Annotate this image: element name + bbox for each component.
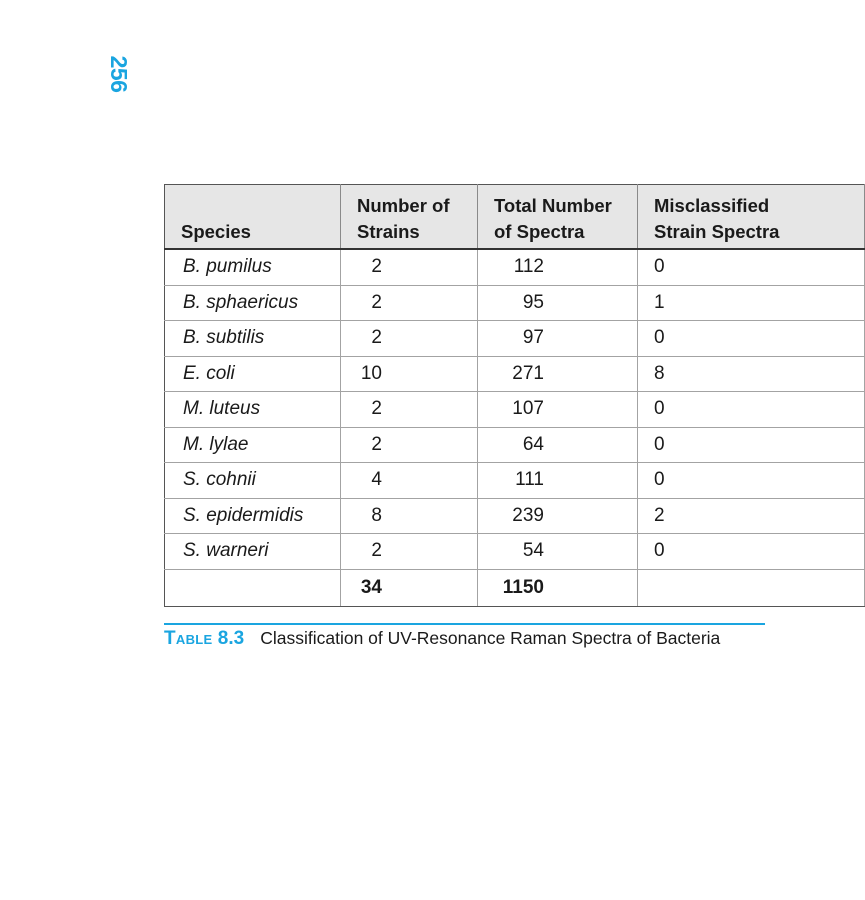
cell-strains: 2 [341,427,478,463]
cell-spectra: 239 [478,498,638,534]
cell-strains: 2 [341,285,478,321]
cell-strains: 2 [341,534,478,570]
cell-spectra: 95 [478,285,638,321]
cell-spectra: 107 [478,392,638,428]
cell-misclassified: 0 [638,534,865,570]
cell-strains-total: 34 [341,569,478,606]
table-row [165,285,865,321]
cell-species: S. warneri [165,534,341,570]
cell-misclassified: 0 [638,321,865,357]
cell-species: M. lylae [165,427,341,463]
species-table [164,184,865,607]
caption-label: Table 8.3 [164,628,245,649]
cell-misclassified-total [638,569,865,606]
cell-misclassified: 0 [638,463,865,499]
cell-strains: 2 [341,321,478,357]
page-number: 256 [106,55,133,93]
table-row [165,392,865,428]
cell-species: B. pumilus [165,249,341,285]
cell-species-total [165,569,341,606]
cell-strains: 8 [341,498,478,534]
cell-strains: 2 [341,392,478,428]
cell-strains: 10 [341,356,478,392]
cell-strains: 4 [341,463,478,499]
cell-spectra: 271 [478,356,638,392]
table-row [165,356,865,392]
cell-species: E. coli [165,356,341,392]
cell-species: B. subtilis [165,321,341,357]
cell-spectra: 64 [478,427,638,463]
caption-text: Classification of UV-Resonance Raman Spectra of Bacteria [260,628,721,648]
cell-species: S. epidermidis [165,498,341,534]
species-table-container [164,184,780,607]
table-row [165,249,865,285]
header-spectra: Total Number of Spectra [478,185,638,250]
cell-misclassified: 1 [638,285,865,321]
header-strains: Number of Strains [341,185,478,250]
table-row [165,321,865,357]
cell-misclassified: 8 [638,356,865,392]
table-row [165,498,865,534]
cell-species: B. sphaericus [165,285,341,321]
cell-spectra: 111 [478,463,638,499]
cell-strains: 2 [341,249,478,285]
table-row [165,427,865,463]
table-caption [164,623,765,650]
totals-row [165,569,865,606]
table-row [165,534,865,570]
cell-misclassified: 0 [638,249,865,285]
cell-spectra: 54 [478,534,638,570]
cell-species: S. cohnii [165,463,341,499]
cell-misclassified: 2 [638,498,865,534]
table-header-row [165,185,865,250]
cell-spectra: 97 [478,321,638,357]
cell-misclassified: 0 [638,392,865,428]
cell-spectra-total: 1150 [478,569,638,606]
cell-spectra: 112 [478,249,638,285]
header-species: Species [165,185,341,250]
cell-species: M. luteus [165,392,341,428]
cell-misclassified: 0 [638,427,865,463]
header-misclassified: Misclassified Strain Spectra [638,185,865,250]
table-row [165,463,865,499]
